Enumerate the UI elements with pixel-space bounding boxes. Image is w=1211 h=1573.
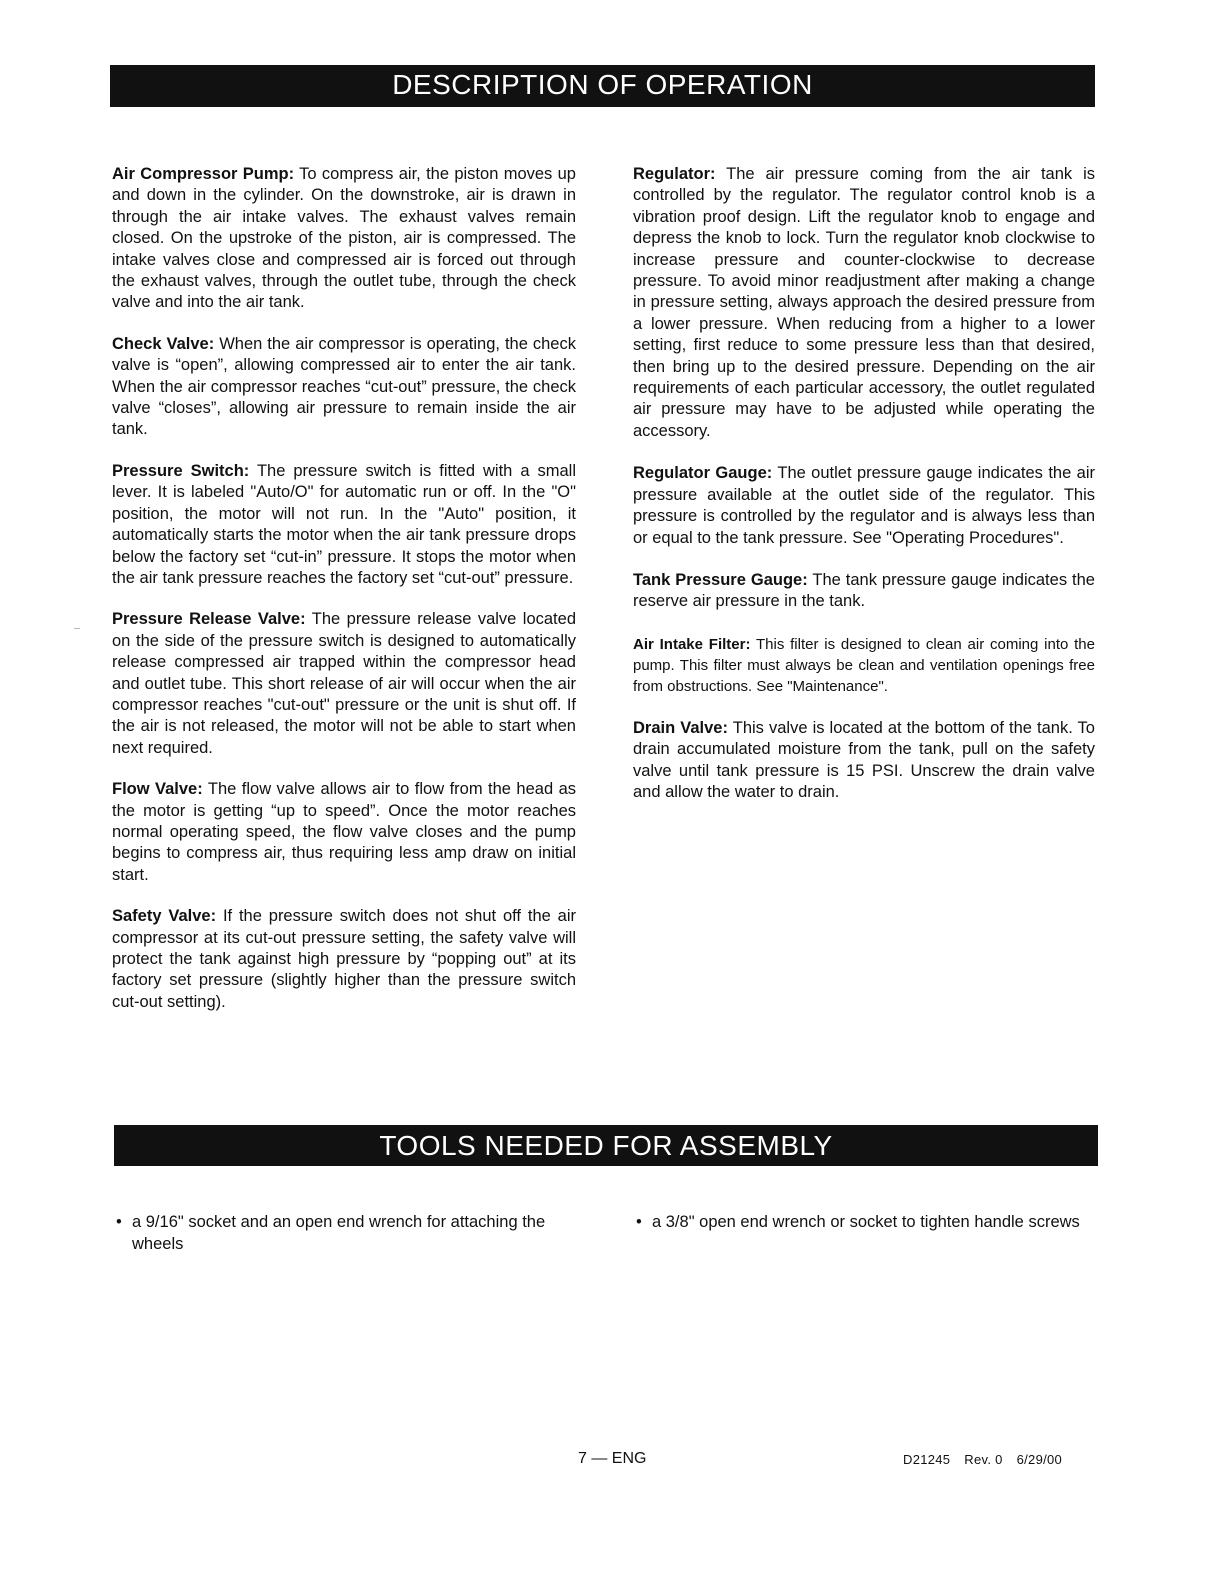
entry-flow-valve xyxy=(112,779,576,886)
entry-text: The pressure release valve located on the side of the pressure switch is designed to automatically release compressed air trapped within the compressor head and outlet tube. This short release of air will occur when the air compressor reaches "cut-out" pressure or the unit is shut off. If the air is not released, the motor will not be able to start when next required. xyxy=(112,610,576,757)
entry-term: Air Intake Filter: xyxy=(633,635,751,653)
entry-text: To compress air, the piston moves up and down in the cylinder. On the downstroke, air is drawn in through the air intake valves. The exhaust valves remain closed. On the upstroke of the piston, air is compressed. The intake valves close and compressed air is forced out through the exhaust valves, through the outlet tube, through the check valve and into the air tank. xyxy=(112,165,576,312)
entry-pressure-switch xyxy=(112,461,576,589)
section-header-description-of-operation: DESCRIPTION OF OPERATION xyxy=(110,65,1095,107)
doc-date: 6/29/00 xyxy=(1016,1452,1063,1467)
entry-term: Safety Valve: xyxy=(112,907,217,926)
list-item xyxy=(114,1212,584,1255)
section-header-tools-needed: TOOLS NEEDED FOR ASSEMBLY xyxy=(114,1125,1098,1166)
bullet-icon: • xyxy=(636,1213,642,1231)
entry-text: When the air compressor is operating, the check valve is “open”, allowing compressed air to enter the air tank. When the air compressor reaches “cut-out” pressure, the check valve “closes”, allowing air pressure to remain inside the air tank. xyxy=(112,334,576,439)
entry-term: Check Valve: xyxy=(112,334,215,353)
entry-text: The outlet pressure gauge indicates the air pressure available at the outlet side of the regulator. This pressure is controlled by the regulator and is always less than or equal to the tank pressure. See "Operating Procedures". xyxy=(633,464,1095,547)
tool-item-text: a 3/8" open end wrench or socket to tighten handle screws xyxy=(652,1213,1080,1231)
bullet-icon: • xyxy=(116,1213,122,1231)
entry-term: Drain Valve: xyxy=(633,718,728,737)
entry-regulator-gauge xyxy=(633,463,1095,549)
entry-term: Flow Valve: xyxy=(112,780,203,799)
entry-tank-pressure-gauge xyxy=(633,570,1095,613)
entry-text: This filter is designed to clean air coming into the pump. This filter must always be clean and ventilation openings free from obstructions. See "Maintenance". xyxy=(633,635,1095,695)
entry-safety-valve xyxy=(112,906,576,1013)
page-number: 7 — ENG xyxy=(578,1450,647,1467)
doc-revision: Rev. 0 xyxy=(964,1452,1003,1467)
entry-air-compressor-pump xyxy=(112,164,576,314)
entry-drain-valve xyxy=(633,718,1095,804)
entry-term: Regulator Gauge: xyxy=(633,464,773,483)
entry-air-intake-filter xyxy=(633,634,1095,697)
entry-term: Tank Pressure Gauge: xyxy=(633,570,808,589)
entry-text: The tank pressure gauge indicates the reserve air pressure in the tank. xyxy=(633,570,1095,611)
entry-term: Air Compressor Pump: xyxy=(112,165,295,183)
entry-term: Pressure Release Valve: xyxy=(112,610,306,629)
entry-text: The pressure switch is fitted with a small lever. It is labeled "Auto/O" for automatic run or off. In the "O" position, the motor will not run. In the "Auto" position, it automatically starts the motor when the air tank pressure drops below the factory set “cut-in” pressure. It stops the motor when the air tank pressure reaches the factory set “cut-out” pressure. xyxy=(112,461,576,587)
entry-text: If the pressure switch does not shut off the air compressor at its cut-out pressure setting, the safety valve will protect the tank against high pressure by “popping out” at its factory set pressure (slightly higher than the pressure switch cut-out setting). xyxy=(112,907,576,1011)
entry-regulator xyxy=(633,164,1095,442)
tools-list-right xyxy=(634,1212,1084,1234)
entry-pressure-release-valve xyxy=(112,609,576,759)
document-reference xyxy=(903,1452,1062,1467)
tools-list-left xyxy=(114,1212,584,1255)
entry-term: Pressure Switch: xyxy=(112,461,250,480)
entry-text: The flow valve allows air to flow from the head as the motor is getting “up to speed”. Once the motor reaches normal operating speed, the flow valve closes and the pump begins to compress air, thus requiring less amp draw on initial start. xyxy=(112,780,576,884)
margin-mark xyxy=(74,628,80,629)
entry-term: Regulator: xyxy=(633,165,716,183)
list-item xyxy=(634,1212,1084,1234)
tool-item-text: a 9/16" socket and an open end wrench for attaching the wheels xyxy=(132,1213,546,1253)
left-column xyxy=(112,164,576,1013)
right-column xyxy=(633,164,1095,803)
entry-text: The air pressure coming from the air tank is controlled by the regulator. The regulator control knob is a vibration proof design. Lift the regulator knob to engage and depress the knob to lock. Turn the regulator knob clockwise to increase pressure and counter-clockwise to decrease pressure. To avoid minor readjustment after making a change in pressure setting, always approach the desired pressure from a lower pressure. When reducing from a higher to a lower setting, first reduce to some pressure less than that desired, then bring up to the desired pressure. Depending on the air requirements of each particular accessory, the outlet regulated air pressure may have to be adjusted while operating the accessory. xyxy=(633,165,1095,440)
entry-text: This valve is located at the bottom of the tank. To drain accumulated moisture from the tank, pull on the safety valve until tank pressure is 15 PSI. Unscrew the drain valve and allow the water to drain. xyxy=(633,718,1095,801)
doc-number: D21245 xyxy=(903,1452,951,1467)
entry-check-valve xyxy=(112,334,576,441)
